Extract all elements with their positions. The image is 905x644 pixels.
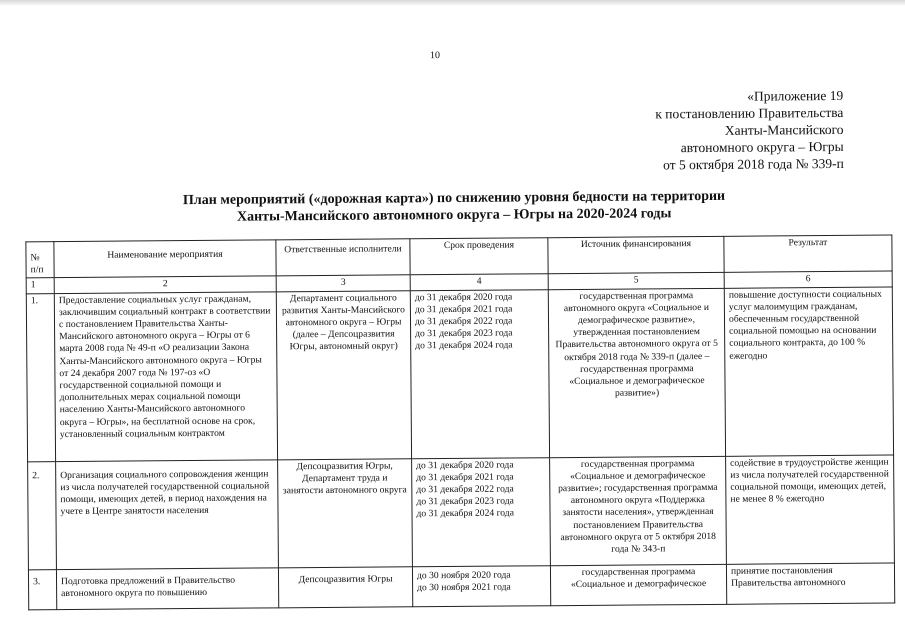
title-line-2: Ханты-Мансийского автономного округа – Югры на 2020-2024 годы: [236, 206, 672, 225]
header-num: № п/п: [26, 242, 54, 279]
appendix-line-3: Ханты-Мансийского: [724, 121, 844, 138]
row-funding-source: государственная программа «Социальное и демографическое: [550, 564, 726, 605]
table-row: [28, 563, 894, 610]
appendix-reference: [655, 87, 844, 173]
header-responsible: Ответственные исполнители: [276, 239, 410, 276]
header-name: Наименование мероприятия: [54, 240, 276, 278]
appendix-line-5: от 5 октября 2018 года № 339-п: [663, 155, 844, 173]
appendix-line-2: к постановлению Правительства: [655, 104, 844, 122]
row-result: принятие постановления Правительства автономного: [726, 563, 894, 604]
title-line-1: План мероприятий («дорожная карта») по снижению уровня бедности на территории: [182, 188, 726, 209]
document-title: [59, 187, 849, 227]
col-number-4: 4: [410, 274, 548, 290]
col-number-6: 6: [724, 271, 892, 288]
row-number: 3.: [28, 569, 56, 609]
row-funding-source: государственная программа «Социальное и демографическое развитие»; государственная программа автономного округа «Поддержка занятости населения», утвержденная постановлением Правительства автономного округа от 5 октября 2018 года № 343-п: [550, 456, 727, 565]
row-responsible: Депсоцразвития Югры, Департамент труда и занятости автономного округа: [278, 458, 413, 567]
col-number-5: 5: [548, 273, 724, 290]
action-plan-table: [25, 235, 895, 610]
col-number-1: 1: [26, 278, 54, 293]
row-result: повышение доступности социальных услуг малоимущим гражданам, обеспеченным государственной социальной помощью на основании социального контракта, до 100 % ежегодно: [724, 287, 893, 456]
row-action-name: Подготовка предложений в Правительство автономного округа по повышению: [56, 567, 278, 609]
col-number-3: 3: [276, 275, 410, 291]
row-responsible: Департамент социального развития Ханты-Мансийского автономного округа – Югры (далее – Депсоцразвития Югры, автономный округ): [276, 290, 411, 459]
page-number: 10: [429, 50, 440, 62]
row-number: 1.: [26, 293, 55, 461]
appendix-line-1: «Приложение 19: [747, 87, 844, 104]
col-number-2: 2: [54, 276, 276, 293]
table-row: [26, 287, 893, 462]
row-responsible: Депсоцразвития Югры: [278, 566, 412, 607]
header-result: Результат: [724, 235, 892, 273]
row-funding-source: государственная программа автономного округа «Социальное и демографическое развитие», утвержденная постановлением Правительства автономного округа от 5 октября 2018 года № 339-п (далее – государственная программа «Социальное и демографическое развитие»): [548, 288, 725, 457]
row-period: до 31 декабря 2020 года до 31 декабря 2021 года до 31 декабря 2022 года до 31 декабря 2023 года до 31 декабря 2024 года: [412, 457, 551, 566]
row-number: 2.: [28, 461, 57, 569]
row-period: до 30 ноября 2020 года до 30 ноября 2021 года: [412, 565, 550, 606]
row-action-name: Организация социального сопровождения женщин из числа получателей государственной социальной помощи, имеющих детей, в период нахождения на учете в Центре занятости населения: [56, 459, 279, 569]
header-source: Источник финансирования: [548, 236, 724, 274]
row-result: содействие в трудоустройстве женщин из числа получателей государственной социальной помощи, имеющих детей, не менее 8 % ежегодно: [726, 455, 895, 564]
header-period: Срок проведения: [410, 238, 548, 275]
row-action-name: Предоставление социальных услуг гражданам, заключившим социальный контракт в соответствии с постановлением Правительства Ханты-Мансийского автономного округа – Югры от 6 марта 2008 года № 49-п «О реализации Закона Ханты-Мансийского автономного округа – Югры от 24 декабря 2007 года № 197-оз «О государственной социальной помощи и дополнительных мерах социальной помощи населению Ханты-Мансийского автономного округа – Югры», на бесплатной основе на срок, установленный социальным контрактом: [54, 291, 277, 461]
table-row: [28, 455, 895, 570]
appendix-line-4: автономного округа – Югры: [680, 138, 844, 156]
row-period: до 31 декабря 2020 года до 31 декабря 2021 года до 31 декабря 2022 года до 31 декабря 2023 года до 31 декабря 2024 года: [410, 289, 549, 458]
